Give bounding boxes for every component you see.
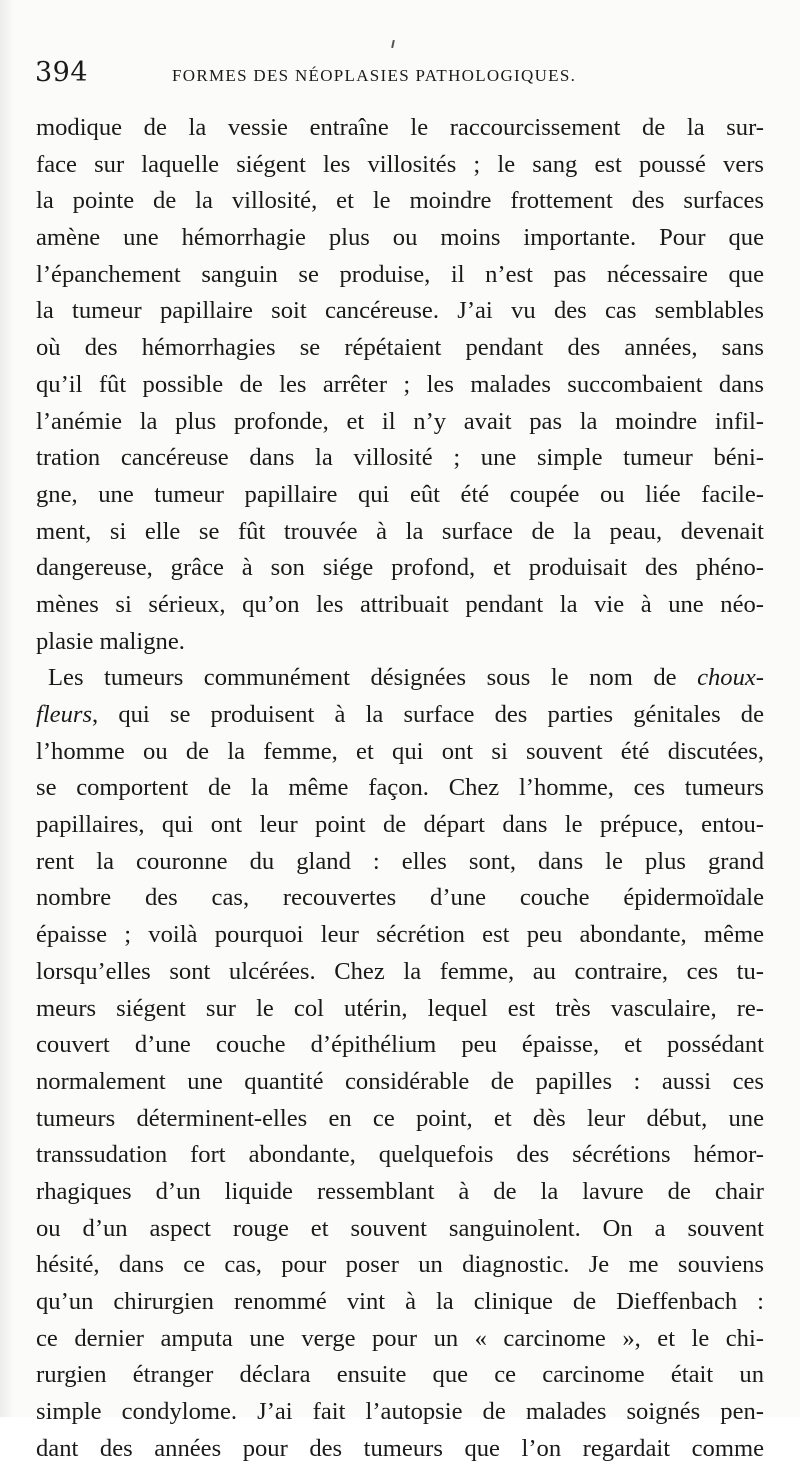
- text-line: rent la couronne du gland : elles sont, dans le plus grand: [36, 847, 764, 875]
- text-line: qu’un chirurgien renommé vint à la clinique de Dieffenbach :: [36, 1288, 764, 1315]
- text-span: , qui se produisent à la surface des parties génitales de: [92, 701, 764, 728]
- text-line: meurs siégent sur le col utérin, lequel est très vasculaire, re-: [36, 994, 764, 1022]
- text-line: l’anémie la plus profonde, et il n’y avait pas la moindre infil-: [36, 407, 764, 435]
- text-line: tumeurs déterminent-elles en ce point, et dès leur début, une: [36, 1104, 764, 1132]
- text-line: ment, si elle se fût trouvée à la surface de la peau, devenait: [36, 517, 764, 545]
- italic-term: fleurs: [36, 701, 93, 728]
- text-line: papillaires, qui ont leur point de départ dans le prépuce, entou-: [36, 811, 764, 839]
- ink-speck: [391, 40, 395, 48]
- text-line: [36, 697, 764, 734]
- body-text: [36, 110, 764, 1467]
- page-number: 394: [35, 57, 89, 88]
- text-line: couvert d’une couche d’épithélium peu épaisse, et possédant: [36, 1031, 764, 1059]
- text-line: l’homme ou de la femme, et qui ont si souvent été discutées,: [36, 737, 764, 765]
- text-line: qu’il fût possible de les arrêter ; les malades succombaient dans: [36, 370, 764, 398]
- text-line: ou d’un aspect rouge et souvent sanguinolent. On a souvent: [36, 1214, 764, 1242]
- text-line: nombre des cas, recouvertes d’une couche épidermoïdale: [36, 884, 764, 912]
- text-line-paragraph-start: [36, 660, 764, 697]
- page-header: [35, 55, 764, 95]
- text-line: la pointe de la villosité, et le moindre frottement des surfaces: [36, 187, 764, 215]
- text-line: normalement une quantité considérable de papilles : aussi ces: [36, 1067, 764, 1095]
- text-line: dangereuse, grâce à son siége profond, et produisait des phéno-: [36, 554, 764, 582]
- text-line: mènes si sérieux, qu’on les attribuait pendant la vie à une néo-: [36, 590, 764, 618]
- text-line: gne, une tumeur papillaire qui eût été coupée ou liée facile-: [36, 480, 764, 508]
- text-span: Les tumeurs communément désignées sous le nom de: [48, 664, 698, 692]
- text-line: épaisse ; voilà pourquoi leur sécrétion est peu abondante, même: [36, 921, 764, 949]
- running-head: FORMES DES NÉOPLASIES PATHOLOGIQUES.: [172, 66, 577, 85]
- text-line: face sur laquelle siégent les villosités ; le sang est poussé vers: [36, 150, 764, 178]
- text-line: simple condylome. J’ai fait l’autopsie de malades soignés pen-: [36, 1398, 764, 1426]
- text-line: tration cancéreuse dans la villosité ; une simple tumeur béni-: [36, 444, 764, 472]
- text-line: la tumeur papillaire soit cancéreuse. J’ai vu des cas semblables: [36, 297, 764, 325]
- italic-term: choux-: [697, 664, 764, 692]
- text-line: amène une hémorrhagie plus ou moins importante. Pour que: [36, 224, 764, 252]
- text-line: dant des années pour des tumeurs que l’on regardait comme: [36, 1434, 764, 1462]
- text-line: lorsqu’elles sont ulcérées. Chez la femme, au contraire, ces tu-: [36, 957, 764, 985]
- text-line: l’épanchement sanguin se produise, il n’est pas nécessaire que: [36, 260, 764, 288]
- text-line: modique de la vessie entraîne le raccourcissement de la sur-: [36, 114, 764, 141]
- text-line: se comportent de la même façon. Chez l’homme, ces tumeurs: [36, 774, 764, 802]
- text-line: rhagiques d’un liquide ressemblant à de la lavure de chair: [36, 1177, 764, 1205]
- text-line: rurgien étranger déclara ensuite que ce carcinome était un: [36, 1361, 764, 1389]
- text-line: ce dernier amputa une verge pour un « carcinome », et le chi-: [36, 1324, 764, 1352]
- text-line: plasie maligne.: [36, 627, 185, 655]
- text-line: hésité, dans ce cas, pour poser un diagnostic. Je me souviens: [36, 1251, 764, 1279]
- page-gutter-shadow: [0, 0, 14, 1417]
- text-line: transsudation fort abondante, quelquefois des sécrétions hémor-: [36, 1141, 764, 1169]
- text-line: où des hémorrhagies se répétaient pendant des années, sans: [36, 334, 764, 362]
